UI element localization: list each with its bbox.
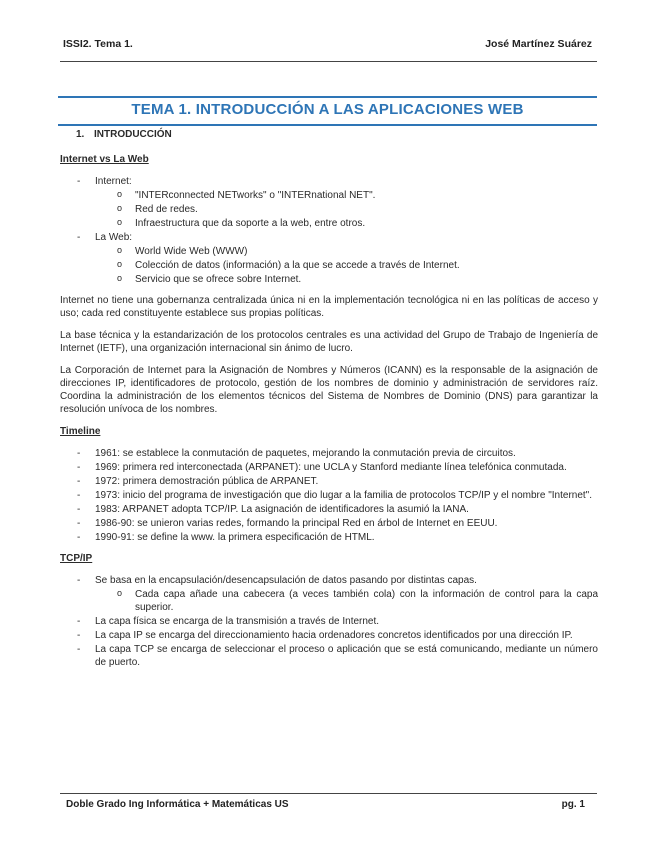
subheading-timeline: Timeline — [60, 426, 101, 437]
tcpip-sublist — [95, 588, 598, 614]
page-number: pg. 1 — [561, 799, 585, 810]
section-title: INTRODUCCIÓN — [94, 129, 172, 140]
header-author: José Martínez Suárez — [485, 38, 592, 50]
footer-divider — [60, 793, 597, 794]
paragraph-icann: La Corporación de Internet para la Asignación de Nombres y Números (ICANN) es la responsable de la asignación de direcciones IP, identificadores de protocolo, gestión de los nombres de dominio y administración de servidores raíz. Coordina la administración de los elementos técnicos del Sistema de Nombres de Dominio (DNS) para garantizar la resolución unívoca de los nombres. — [60, 365, 598, 415]
timeline-list — [60, 447, 598, 544]
header-divider — [60, 61, 597, 62]
footer-degree: Doble Grado Ing Informática + Matemáticas US — [66, 799, 289, 810]
web-sublist — [95, 245, 598, 286]
subheading-internet-vs-web: Internet vs La Web — [60, 154, 149, 165]
title-box — [58, 96, 597, 126]
tcpip-list — [60, 574, 598, 669]
page-title: TEMA 1. INTRODUCCIÓN A LAS APLICACIONES WEB — [131, 101, 524, 118]
tcpip-item — [60, 574, 598, 614]
internet-web-list — [60, 175, 598, 286]
tcpip-item: - La capa IP se encarga del direccionamiento hacia ordenadores concretos identificados por una dirección IP. — [60, 629, 598, 642]
tcpip-item: - La capa TCP se encarga de seleccionar el proceso o aplicación que se está comunicando, mediante un número de puerto. — [60, 643, 598, 669]
header-course: ISSI2. Tema 1. — [63, 38, 133, 50]
timeline-item: - 1990-91: se define la www. la primera especificación de HTML. — [60, 531, 598, 544]
paragraph-ietf: La base técnica y la estandarización de los protocolos centrales es una actividad del Grupo de Trabajo de Ingeniería de Internet (IETF), una organización internacional sin ánimo de lucro. — [60, 330, 598, 354]
paragraph-governance: Internet no tiene una gobernanza centralizada única ni en la implementación tecnológica ni en las políticas de acceso y uso; cada red constituyente establece sus propias políticas. — [60, 295, 598, 319]
document-body — [60, 128, 598, 677]
timeline-item: - 1973: inicio del programa de investigación que dio lugar a la familia de protocolos TCP/IP y el nombre "Internet". — [60, 489, 598, 502]
section-number: 1. — [76, 129, 85, 140]
timeline-item: - 1969: primera red interconectada (ARPANET): une UCLA y Stanford mediante línea telefónica conmutada. — [60, 461, 598, 474]
sublist-item: o Colección de datos (información) a la que se accede a través de Internet. — [95, 259, 598, 272]
page-footer — [60, 799, 595, 813]
timeline-item: - 1972: primera demostración pública de ARPANET. — [60, 475, 598, 488]
internet-label: Internet: — [95, 176, 132, 187]
timeline-item: - 1983: ARPANET adopta TCP/IP. La asignación de identificadores la asumió la IANA. — [60, 503, 598, 516]
sublist-item: o Red de redes. — [95, 203, 598, 216]
section-heading-introduccion — [76, 128, 598, 141]
list-item-web — [60, 231, 598, 286]
timeline-item: - 1961: se establece la conmutación de paquetes, mejorando la conmutación previa de circuitos. — [60, 447, 598, 460]
sublist-item: o Servicio que se ofrece sobre Internet. — [95, 273, 598, 286]
tcpip-item-text: Se basa en la encapsulación/desencapsulación de datos pasando por distintas capas. — [95, 575, 477, 586]
tcpip-item: - La capa física se encarga de la transmisión a través de Internet. — [60, 615, 598, 628]
sublist-item: o "INTERconnected NETworks" o "INTERnational NET". — [95, 189, 598, 202]
sublist-item: o World Wide Web (WWW) — [95, 245, 598, 258]
web-label: La Web: — [95, 232, 133, 243]
sublist-item: o Infraestructura que da soporte a la web, entre otros. — [95, 217, 598, 230]
sublist-item: o Cada capa añade una cabecera (a veces también cola) con la información de control para la capa superior. — [95, 588, 598, 614]
list-item-internet — [60, 175, 598, 230]
subheading-tcpip: TCP/IP — [60, 553, 93, 564]
internet-sublist — [95, 189, 598, 230]
timeline-item: - 1986-90: se unieron varias redes, formando la principal Red en árbol de Internet en EEUU. — [60, 517, 598, 530]
page-header — [60, 38, 595, 54]
